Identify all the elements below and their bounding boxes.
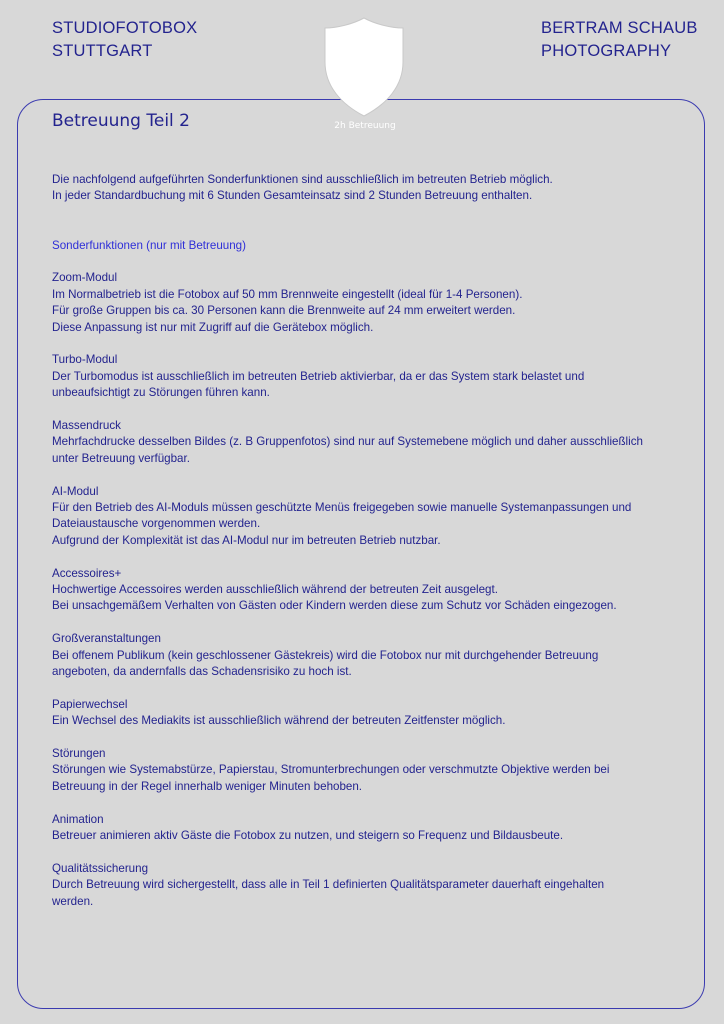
feature-title: Zoom-Modul bbox=[52, 271, 118, 285]
feature-massendruck bbox=[52, 418, 692, 467]
feature-animation bbox=[52, 812, 692, 845]
feature-line: Mehrfachdrucke desselben Bildes (z. B Gruppenfotos) sind nur auf Systemebene möglich und daher ausschließlich bbox=[52, 435, 643, 449]
feature-line: Im Normalbetrieb ist die Fotobox auf 50 mm Brennweite eingestellt (ideal für 1-4 Personen). bbox=[52, 287, 523, 301]
feature-qualitaetssicherung bbox=[52, 861, 692, 910]
feature-title: Massendruck bbox=[52, 419, 121, 433]
feature-turbo-modul bbox=[52, 352, 692, 401]
feature-line: Der Turbomodus ist ausschließlich im betreuten Betrieb aktivierbar, da er das System stark belastet und bbox=[52, 369, 585, 383]
body-text bbox=[52, 172, 692, 927]
feature-title: Papierwechsel bbox=[52, 697, 128, 711]
brand-photographer bbox=[541, 17, 698, 63]
shield-icon bbox=[323, 16, 407, 118]
feature-line: Hochwertige Accessoires werden ausschließlich während der betreuten Zeit ausgelegt. bbox=[52, 583, 498, 597]
feature-line: Durch Betreuung wird sichergestellt, dass alle in Teil 1 definierten Qualitätsparameter dauerhaft eingehalten bbox=[52, 878, 605, 892]
intro-line: In jeder Standardbuchung mit 6 Stunden Gesamteinsatz sind 2 Stunden Betreuung enthalten. bbox=[52, 189, 533, 203]
brand-photographer-line-1: BERTRAM SCHAUB bbox=[541, 19, 698, 37]
feature-line: Ein Wechsel des Mediakits ist ausschließlich während der betreuten Zeitfenster möglich. bbox=[52, 714, 506, 728]
feature-line: werden. bbox=[52, 894, 94, 908]
feature-title: Accessoires+ bbox=[52, 566, 122, 580]
feature-stoerungen bbox=[52, 746, 692, 795]
feature-line: Für große Gruppen bis ca. 30 Personen kann die Brennweite auf 24 mm erweitert werden. bbox=[52, 304, 516, 318]
feature-line: unter Betreuung verfügbar. bbox=[52, 451, 190, 465]
brand-studio bbox=[52, 17, 197, 63]
feature-line: Aufgrund der Komplexität ist das AI-Modul nur im betreuten Betrieb nutzbar. bbox=[52, 533, 441, 547]
feature-line: Dateiaustausche vorgenommen werden. bbox=[52, 517, 261, 531]
features-heading: Sonderfunktionen (nur mit Betreuung) bbox=[52, 238, 246, 252]
feature-title: Qualitätssicherung bbox=[52, 861, 149, 875]
feature-title: Animation bbox=[52, 812, 104, 826]
feature-line: angeboten, da andernfalls das Schadensrisiko zu hoch ist. bbox=[52, 665, 352, 679]
feature-line: Bei unsachgemäßem Verhalten von Gästen oder Kindern werden diese zum Schutz vor Schäden eingezogen. bbox=[52, 599, 617, 613]
feature-accessoires bbox=[52, 566, 692, 615]
brand-photographer-line-2: PHOTOGRAPHY bbox=[541, 42, 672, 60]
feature-zoom-modul bbox=[52, 270, 692, 336]
feature-title: Turbo-Modul bbox=[52, 353, 118, 367]
feature-title: Störungen bbox=[52, 747, 106, 761]
feature-line: Betreuung in der Regel innerhalb weniger Minuten behoben. bbox=[52, 779, 363, 793]
feature-papierwechsel bbox=[52, 697, 692, 730]
feature-title: AI-Modul bbox=[52, 484, 99, 498]
badge-caption: 2h Betreuung bbox=[334, 121, 396, 131]
feature-line: Betreuer animieren aktiv Gäste die Fotobox zu nutzen, und steigern so Frequenz und Bildausbeute. bbox=[52, 829, 564, 843]
feature-title: Großveranstaltungen bbox=[52, 632, 161, 646]
feature-line: Störungen wie Systemabstürze, Papierstau, Stromunterbrechungen oder verschmutzte Objektive werden bei bbox=[52, 763, 610, 777]
brand-studio-line-1: STUDIOFOTOBOX bbox=[52, 19, 198, 37]
feature-line: Bei offenem Publikum (kein geschlossener Gästekreis) wird die Fotobox nur mit durchgehender Betreuung bbox=[52, 648, 599, 662]
feature-line: Für den Betrieb des AI-Moduls müssen geschützte Menüs freigegeben sowie manuelle Systemanpassungen und bbox=[52, 501, 632, 515]
feature-ai-modul bbox=[52, 484, 692, 550]
intro-paragraph bbox=[52, 172, 692, 205]
feature-grossveranstaltungen bbox=[52, 631, 692, 680]
feature-line: unbeaufsichtigt zu Störungen führen kann. bbox=[52, 386, 270, 400]
brand-studio-line-2: STUTTGART bbox=[52, 42, 153, 60]
page-title: Betreuung Teil 2 bbox=[52, 111, 191, 131]
intro-line: Die nachfolgend aufgeführten Sonderfunktionen sind ausschließlich im betreuten Betrieb möglich. bbox=[52, 173, 553, 186]
feature-line: Diese Anpassung ist nur mit Zugriff auf die Gerätebox möglich. bbox=[52, 320, 374, 334]
